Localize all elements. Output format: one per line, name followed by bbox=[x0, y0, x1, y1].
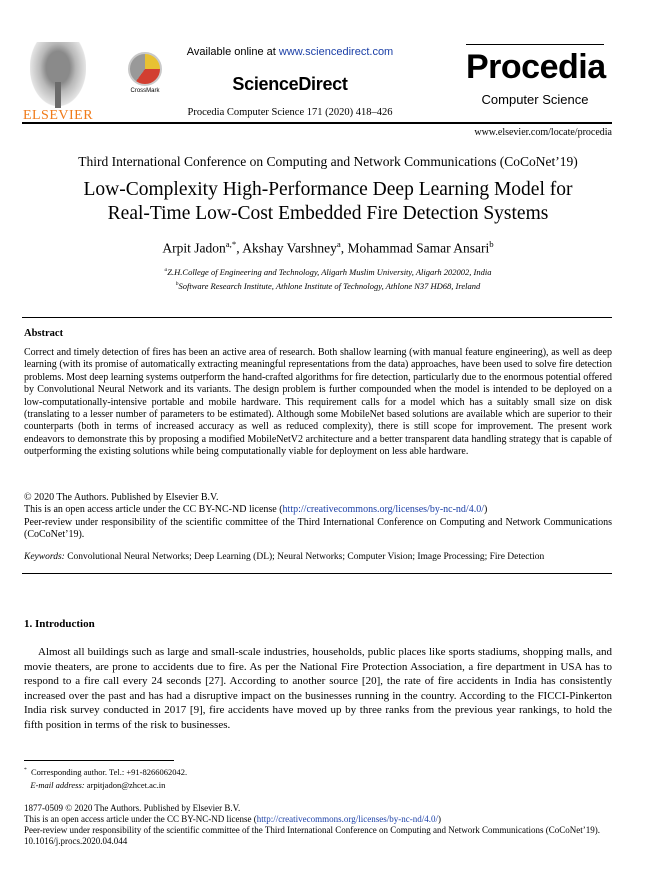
author-name: Mohammad Samar Ansari bbox=[347, 240, 490, 256]
abstract-top-rule bbox=[22, 317, 612, 318]
abstract-heading: Abstract bbox=[24, 328, 64, 339]
abstract-body: Correct and timely detection of fires has been an active area of research. Both shallow learning (with manual feature engineering), as well as deep learning (with its promise of automatically extracting meaningful representations from the data) approaches, have been used to solve fire detection problems. Most deep learning systems outperform the hand-crafted algorithms for fire detection, particularly due to the enormous potential offered by Convolutional Neural Network and its variants. The design problem is further compounded when the model is intended to be deployed on a low-computationally-intensive portable and mobile hardware. This requirement calls for a model which has a suitably small size on disk (translating to a lesser number of parameters to be estimated). Although some MobileNet based solutions are available which are superior to their counterparts (both in terms of increased accuracy as well as reduced complexity), there is still scope for improvement. The present work endeavors to demonstrate this by proposing a modified MobileNetV2 architecture and a better transparent data handling strategy that is capable of outperforming the existing solutions while being computationally viable for deployment on less able hardware. bbox=[24, 347, 612, 458]
affiliation: $^b$Software Research Institute, Athlone Institute of Technology, Athlone N37 HD68, Ireland bbox=[175, 280, 481, 291]
author-name: Akshay Varshney bbox=[242, 240, 337, 256]
procedia-logo: Procedia Computer Science bbox=[466, 44, 604, 117]
paper-title: Low-Complexity High-Performance Deep Learning Model for Real-Time Low-Cost Embedded Fire Detection Systems bbox=[83, 179, 573, 224]
author-list: Arpit Jadon$^{a,*}$, Akshay Varshney$^a$, Mohammad Samar Ansari$^b$ bbox=[162, 239, 494, 256]
affiliations bbox=[22, 264, 634, 292]
sciencedirect-link[interactable]: www.sciencedirect.com bbox=[278, 46, 394, 58]
journal-reference: Procedia Computer Science 171 (2020) 418–426 bbox=[187, 107, 393, 118]
available-online: Available online at www.sciencedirect.com bbox=[186, 46, 394, 58]
elsevier-wordmark: ELSEVIER bbox=[22, 108, 94, 123]
keywords: Keywords: Convolutional Neural Networks; Deep Learning (DL); Neural Networks; Computer Vision; Image Processing; Fire Detection bbox=[24, 552, 545, 562]
conference-name: Third International Conference on Computing and Network Communications (CoCoNet’19) bbox=[78, 154, 578, 169]
section-heading: 1. Introduction bbox=[24, 618, 95, 630]
corresponding-author-note: * Corresponding author. Tel.: +91-8266062042. bbox=[24, 767, 188, 777]
doi[interactable]: 10.1016/j.procs.2020.04.044 bbox=[24, 836, 128, 846]
abstract-copyright: © 2020 The Authors. Published by Elsevier B.V. This is an open access article under the CC BY-NC-ND license (http://creativecommons.org/licenses/by-nc-nd/4.0/) Peer-review under responsibility of the scientific committee of the Third International Conference on Computing and Network Communications (CoCoNet’19). bbox=[24, 492, 612, 541]
journal-url[interactable]: www.elsevier.com/locate/procedia bbox=[474, 127, 612, 138]
sciencedirect-logo: ScienceDirect bbox=[232, 74, 348, 94]
abstract-bottom-rule bbox=[22, 573, 612, 574]
crossmark-icon bbox=[128, 52, 162, 86]
intro-paragraph: Almost all buildings such as large and small-scale industries, households, public places like sports stadiums, shopping malls, and movie theaters, are prone to accidents due to fire. As per the National Fire Protection Association, a fire department in USA has to respond to a fire call every 24 seconds [27]. According to another source [20], the rate of fire accidents in India has consistently increased over the past and has had a disruptive impact on the businesses running in the country. According to the FICCI-Pinkerton India risk survey conducted in 2017 [9], fire accidents have moved up by three ranks from the previous year rankings, to hold the fifth position in terms of the risk to businesses. bbox=[24, 646, 612, 731]
license-link[interactable]: http://creativecommons.org/licenses/by-nc-nd/4.0/ bbox=[282, 504, 484, 516]
elsevier-logo bbox=[22, 42, 94, 124]
peer-review-note: Peer-review under responsibility of the scientific committee of the Third International Conference on Computing and Network Communications (CoCoNet’19). bbox=[24, 516, 612, 541]
email-link[interactable]: arpitjadon@zhcet.ac.in bbox=[86, 780, 166, 790]
email-note: E-mail address: arpitjadon@zhcet.ac.in bbox=[30, 780, 166, 790]
header-divider bbox=[22, 122, 612, 124]
affiliation: $^a$Z.H.College of Engineering and Technology, Aligarh Muslim University, Aligarh 202002, India bbox=[164, 266, 492, 277]
crossmark-badge[interactable]: CrossMark bbox=[127, 52, 163, 98]
bottom-copyright: 1877-0509 © 2020 The Authors. Published by Elsevier B.V. This is an open access article under the CC BY-NC-ND license (http://creativecommons.org/licenses/by-nc-nd/4.0/) Peer-review under responsibility of the scientific committee of the Third International Conference on Computing and Network Communications (CoCoNet’19). 10.1016/j.procs.2020.04.044 bbox=[24, 803, 612, 847]
footnote-rule bbox=[24, 760, 174, 761]
license-link[interactable]: http://creativecommons.org/licenses/by-nc-nd/4.0/ bbox=[256, 814, 438, 824]
author-name: Arpit Jadon bbox=[162, 240, 226, 256]
